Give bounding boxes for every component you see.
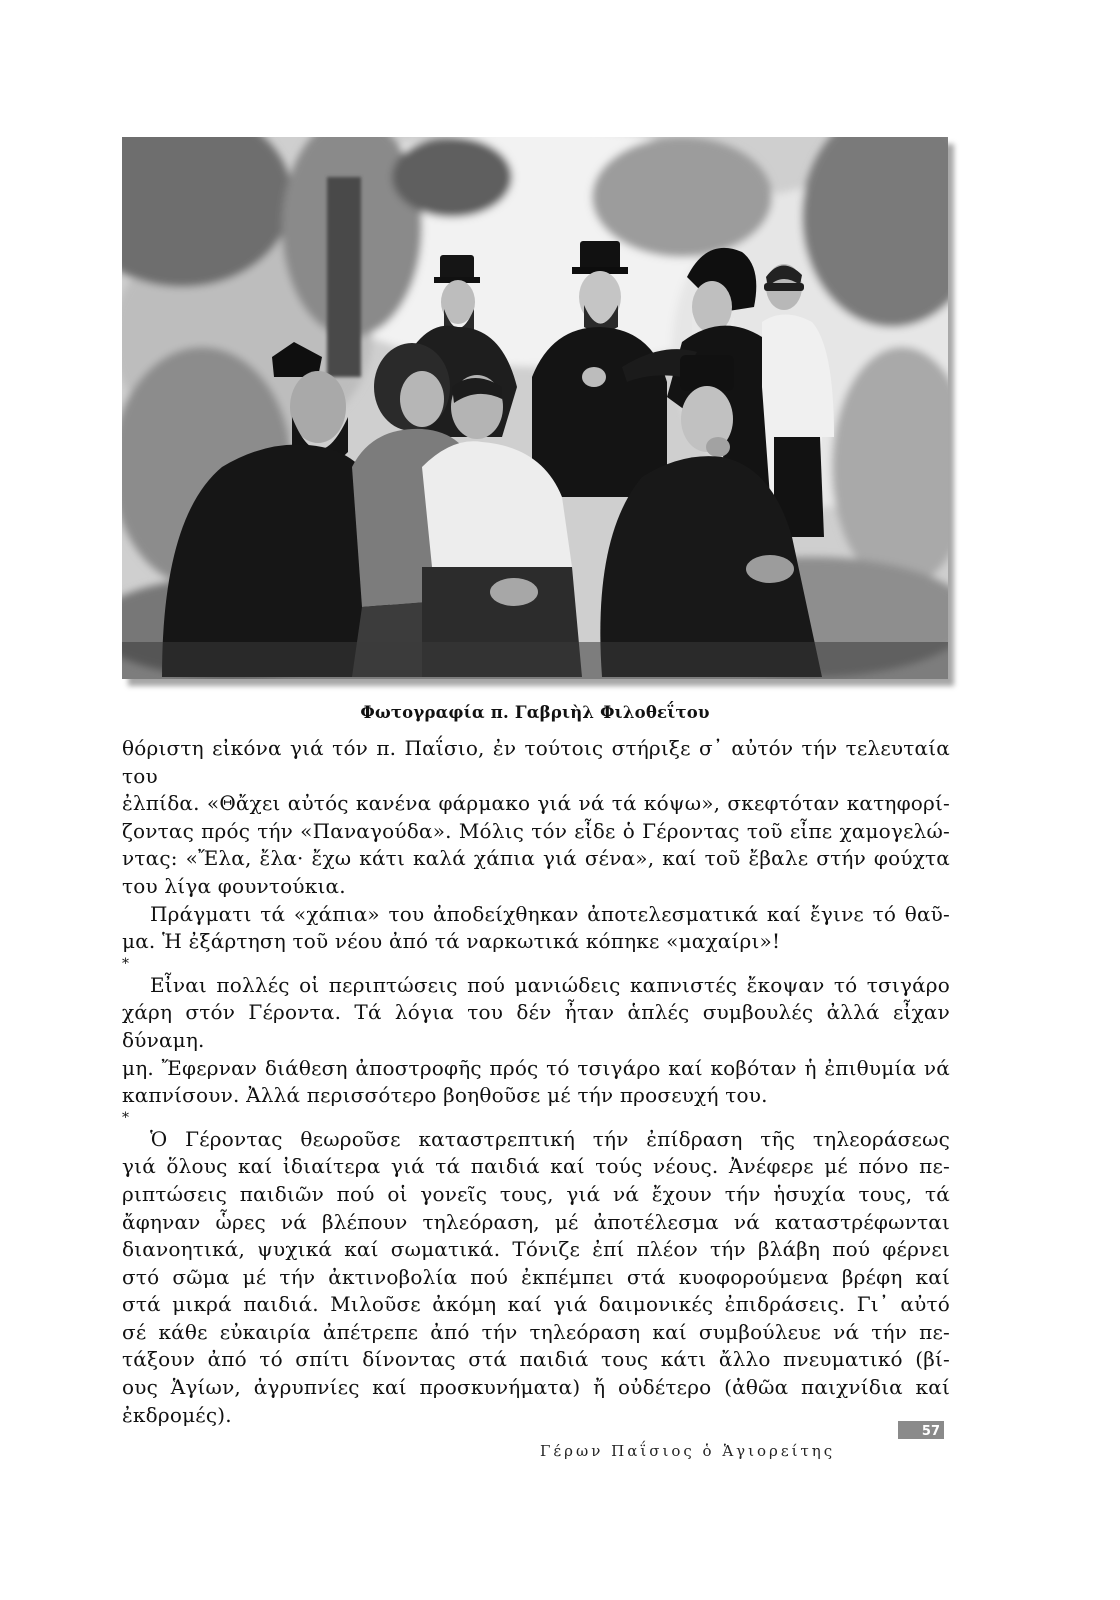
text-line: σέ κάθε εὐκαιρία ἀπέτρεπε ἀπό τήν τηλεόραση καί συμβούλευε νά τήν πε- [122,1319,950,1344]
photo-caption: Φωτογραφία π. Γαβριὴλ Φιλοθεΐτου [360,703,710,722]
text-line: ριπτώσεις παιδιῶν πού οἱ γονεῖς τους, γιά νά ἔχουν τήν ἡσυχία τους, τά [122,1181,950,1206]
text-line: καπνίσουν. Ἀλλά περισσότερο βοηθοῦσε μέ τήν προσευχή του. [122,1083,768,1108]
text-line: Πράγματι τά «χάπια» του ἀποδείχθηκαν ἀποτελεσματικά καί ἔγινε τό θαῦ- [150,901,950,926]
text-line: ἐλπίδα. «Θἄχει αὐτός κανένα φάρμακο γιά νά τά κόψω», σκεφτόταν κατηφορί- [122,791,950,816]
text-line: χάρη στόν Γέροντα. Τά λόγια του δέν ἦταν ἁπλές συμβουλές ἀλλά εἶχαν δύναμη. [122,1000,950,1052]
text-line: στό σῶμα μέ τήν ἀκτινοβολία πού ἐκπέμπει στά κυοφορούμενα βρέφη καί [122,1264,950,1289]
page-number: 57 [898,1421,944,1439]
text-line: ἐκδρομές). [122,1402,232,1427]
photo-illustration [122,137,948,679]
section-separator: * [122,955,130,972]
text-line: διανοητικά, ψυχικά καί σωματικά. Τόνιζε ἐπί πλέον τήν βλάβη πού φέρνει [122,1237,950,1262]
running-title: Γέρων Παΐσιος ὁ Ἁγιορείτης [540,1442,836,1460]
section-separator: * [122,1109,130,1126]
text-line: ους Ἁγίων, ἀγρυπνίες καί προσκυνήματα) ἤ οὐδέτερο (ἀθῶα παιχνίδια καί [122,1375,950,1400]
text-line: γιά ὅλους καί ἰδιαίτερα γιά τά παιδιά καί τούς νέους. Ἀνέφερε μέ πόνο πε- [122,1154,950,1179]
photograph [122,137,948,679]
text-line: μα. Ἡ ἐξάρτηση τοῦ νέου ἀπό τά ναρκωτικά κόπηκε «μαχαίρι»! [122,929,781,954]
text-line: Ὁ Γέροντας θεωροῦσε καταστρεπτική τήν ἐπίδραση τῆς τηλεοράσεως [150,1126,950,1151]
text-line: ἄφηναν ὧρες νά βλέπουν τηλεόραση, μέ ἀποτέλεσμα νά καταστρέφωνται [122,1209,950,1234]
text-line: ντας: «Ἔλα, ἔλα· ἔχω κάτι καλά χάπια γιά σένα», καί τοῦ ἔβαλε στήν φούχτα [122,846,950,871]
text-line: θόριστη εἰκόνα γιά τόν π. Παΐσιο, ἐν τούτοις στήριξε σ᾽ αὐτόν τήν τελευταία του [122,736,950,788]
text-line: Εἶναι πολλές οἱ περιπτώσεις πού μανιώδεις καπνιστές ἔκοψαν τό τσιγάρο [150,972,950,997]
text-line: ζοντας πρός τήν «Παναγούδα». Μόλις τόν εἶδε ὁ Γέροντας τοῦ εἶπε χαμογελώ- [122,818,950,843]
text-line: τάξουν ἀπό τό σπίτι δίνοντας στά παιδιά τους κάτι ἄλλο πνευματικό (βί- [122,1347,950,1372]
text-line: μη. Ἔφερναν διάθεση ἀποστροφῆς πρός τό τσιγάρο καί κοβόταν ἡ ἐπιθυμία νά [122,1055,950,1080]
text-line: στά μικρά παιδιά. Μιλοῦσε ἀκόμη καί γιά δαιμονικές ἐπιδράσεις. Γι᾽ αὐτό [122,1292,950,1317]
body-text [122,735,950,1429]
text-line: του λίγα φουντούκια. [122,873,346,898]
